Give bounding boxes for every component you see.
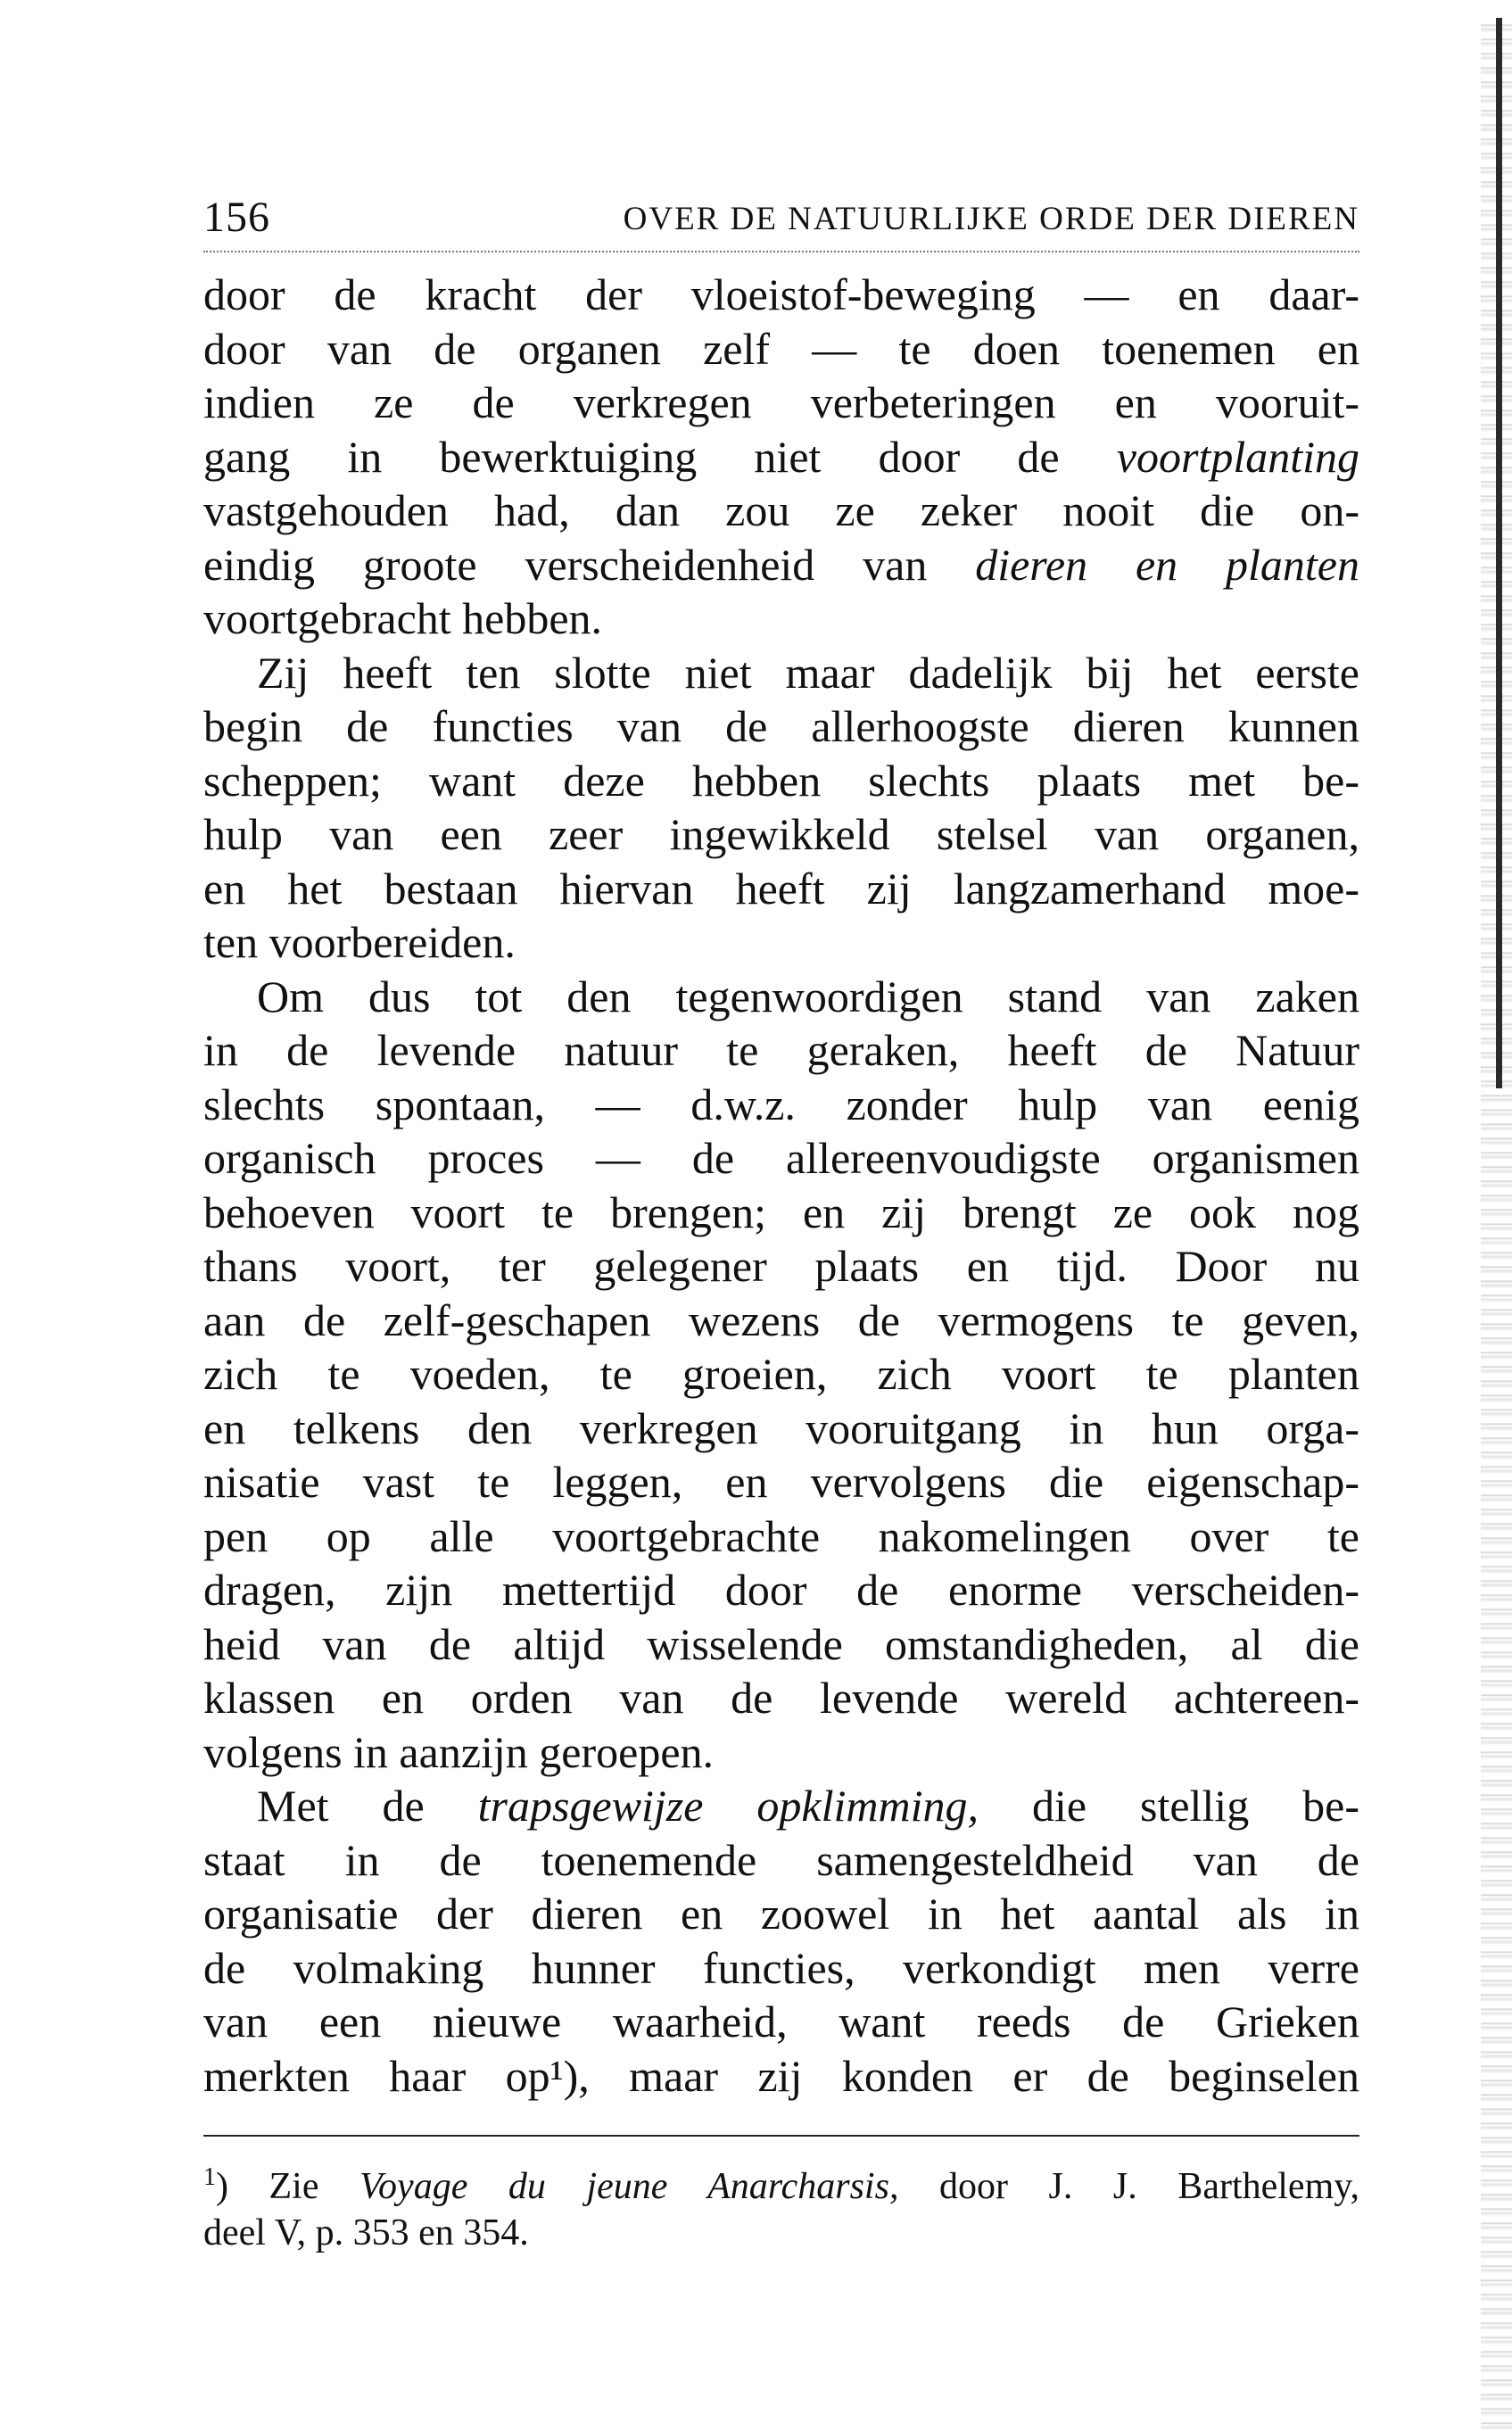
text-segment: slechts spontaan, — d.w.z. zonder hulp van eenig (203, 1079, 1359, 1129)
binding-shadow (1496, 18, 1502, 1088)
text-segment: behoeven voort te brengen; en zij brengt ze ook nog (203, 1187, 1359, 1237)
text-line (203, 1239, 1359, 1294)
text-line (203, 807, 1359, 862)
text-line (203, 1887, 1359, 1941)
text-line (203, 2049, 1359, 2104)
text-segment: zich te voeden, te groeien, zich voort te planten (203, 1349, 1359, 1399)
text-segment: staat in de toenemende samengesteldheid van de (203, 1834, 1359, 1885)
footnote-rule (203, 2135, 1359, 2137)
text-segment: volgens in aanzijn geroepen. (203, 1726, 715, 1777)
text-segment: en het bestaan hiervan heeft zij langzamerhand moe- (203, 863, 1359, 914)
text-segment: scheppen; want deze hebben slechts plaats met be- (203, 755, 1359, 806)
footnote-suffix: door J. J. Barthelemy, (898, 2166, 1360, 2207)
running-title: OVER DE NATUURLIJKE ORDE DER DIEREN (623, 201, 1359, 237)
italic-segment: trapsgewijze opklimming, (477, 1781, 979, 1831)
text-line (203, 1941, 1359, 1996)
text-segment: Om dus tot den tegenwoordigen stand van zaken (257, 971, 1359, 1021)
text-line (203, 1617, 1359, 1672)
text-line (203, 1509, 1359, 1564)
text-segment: merkten haar op (203, 2050, 550, 2101)
text-line (203, 1563, 1359, 1617)
text-segment: dragen, zijn mettertijd door de enorme verscheiden- (203, 1565, 1359, 1615)
text-segment: Met de (257, 1781, 478, 1831)
text-segment: thans voort, ter gelegener plaats en tijd. Door nu (203, 1241, 1359, 1291)
page-header (203, 187, 1359, 250)
text-line (203, 322, 1359, 376)
text-segment: klassen en orden van de levende wereld achtereen- (203, 1673, 1359, 1723)
text-segment: organisatie der dieren en zoowel in het aantal als in (203, 1889, 1359, 1939)
text-segment: die stellig be- (978, 1781, 1359, 1831)
text-line (203, 1779, 1359, 1833)
text-line (203, 1402, 1359, 1456)
text-segment: de volmaking hunner functies, verkondigt men verre (203, 1942, 1359, 1993)
text-segment: nisatie vast te leggen, en vervolgens die eigenschap- (203, 1457, 1359, 1507)
text-line (203, 754, 1359, 808)
italic-segment: voortplanting (1116, 431, 1359, 482)
text-line (203, 1186, 1359, 1240)
text-line (203, 915, 1359, 970)
italic-segment: dieren en planten (975, 539, 1359, 590)
text-line (203, 1455, 1359, 1509)
text-line (203, 1725, 1359, 1780)
text-segment: heid van de altijd wisselende omstandigheden, al die (203, 1618, 1359, 1669)
text-line (203, 484, 1359, 538)
footnote-line (203, 2163, 1359, 2210)
text-line (203, 430, 1359, 484)
text-line (203, 646, 1359, 700)
footnotes (203, 2163, 1359, 2256)
body-text (203, 268, 1359, 2103)
text-segment: hulp van een zeer ingewikkeld stelsel van organen, (203, 809, 1359, 859)
text-segment: gang in bewerktuiging niet door de (203, 431, 1117, 482)
text-line (203, 699, 1359, 754)
text-line (203, 538, 1359, 592)
text-line (203, 1131, 1359, 1186)
text-segment: voortgebracht hebben. (203, 593, 603, 643)
text-line (203, 1671, 1359, 1725)
header-dotted-rule (203, 251, 1359, 252)
text-segment: ten voorbereiden. (203, 917, 516, 967)
text-line (203, 1347, 1359, 1402)
text-segment: indien ze de verkregen verbeteringen en vooruit- (203, 377, 1359, 427)
text-segment: en telkens den verkregen vooruitgang in hun orga- (203, 1402, 1359, 1453)
text-segment: door de kracht der vloeistof-beweging — en daar- (203, 269, 1359, 319)
footnote-marker: 1 (203, 2163, 216, 2191)
text-line (203, 268, 1359, 322)
text-segment: ¹ (549, 2050, 564, 2101)
text-line (203, 1294, 1359, 1348)
text-line (203, 1995, 1359, 2049)
text-segment: eindig groote verscheidenheid van (203, 539, 976, 590)
text-segment: pen op alle voortgebrachte nakomelingen over te (203, 1510, 1359, 1561)
footnote-line: deel V, p. 353 en 354. (203, 2212, 529, 2253)
text-line (203, 862, 1359, 916)
text-line (203, 376, 1359, 430)
text-line (203, 970, 1359, 1024)
text-line (203, 591, 1359, 646)
text-line (203, 1833, 1359, 1888)
text-segment: ), maar zij konden er de beginselen (563, 2050, 1359, 2101)
text-segment: in de levende natuur te geraken, heeft de Natuur (203, 1025, 1359, 1075)
text-segment: door van de organen zelf — te doen toenemen en (203, 323, 1359, 374)
footnote-prefix: ) Zie (216, 2166, 360, 2207)
text-segment: organisch proces — de allereenvoudigste organismen (203, 1133, 1359, 1183)
text-segment: begin de functies van de allerhoogste dieren kunnen (203, 701, 1359, 751)
text-line (203, 1023, 1359, 1078)
text-segment: vastgehouden had, dan zou ze zeker nooit die on- (203, 485, 1359, 535)
text-line (203, 1078, 1359, 1132)
footnote-title: Voyage du jeune Anarcharsis, (359, 2166, 899, 2207)
text-segment: Zij heeft ten slotte niet maar dadelijk bij het eerste (257, 647, 1359, 698)
page-number: 156 (203, 194, 270, 241)
text-segment: van een nieuwe waarheid, want reeds de Grieken (203, 1997, 1359, 2047)
text-segment: aan de zelf-geschapen wezens de vermogens te geven, (203, 1294, 1359, 1345)
